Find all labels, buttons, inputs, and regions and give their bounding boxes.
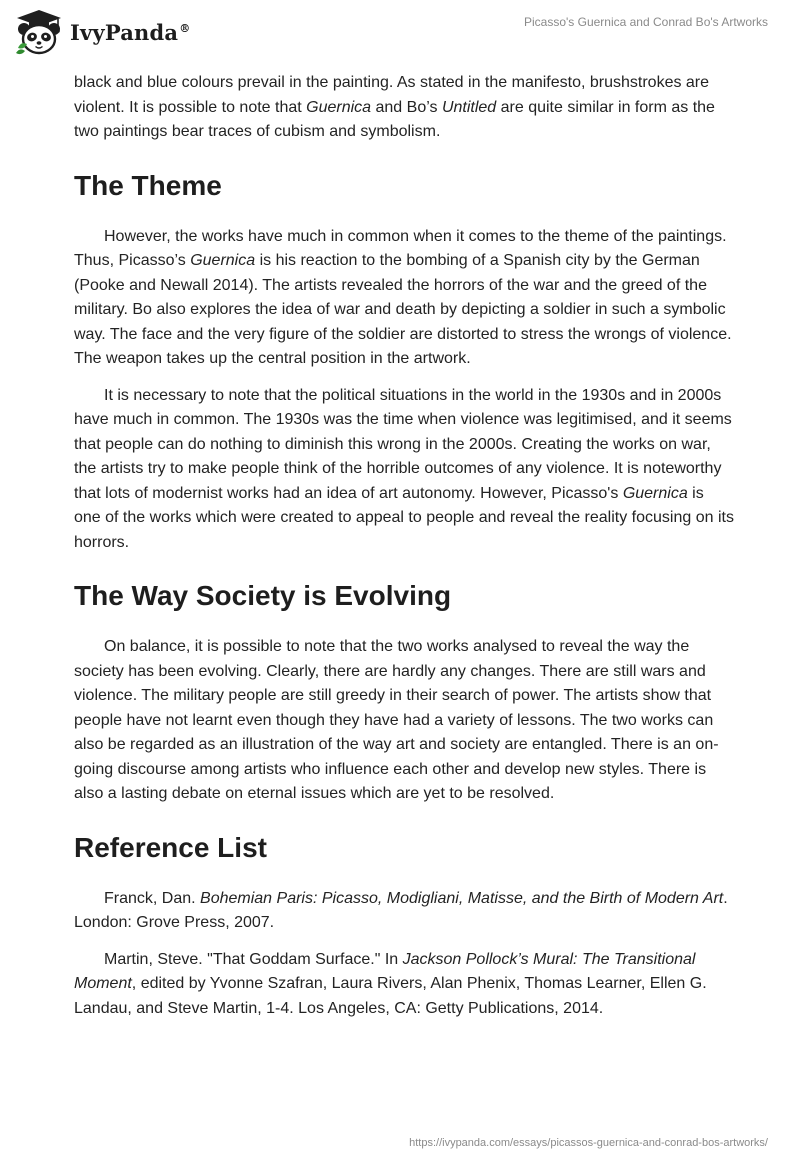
registered-mark: ® xyxy=(179,21,191,35)
document-title: Picasso's Guernica and Conrad Bo's Artworks xyxy=(523,15,768,29)
reference-martin: Martin, Steve. "That Goddam Surface." In Jackson Pollock’s Mural: The Transitional Moment, edited by Yvonne Szafran, Laura Rivers, Alan Phenix, Thomas Learner, Ellen G. Landau, and Steve Martin, 1-4. Los Angeles, CA: Getty Publications, 2014. xyxy=(74,950,707,1017)
brand-name: IvyPanda® xyxy=(70,19,191,45)
paragraph-theme-2: It is necessary to note that the political situations in the world in the 1930s and in 2000s have much in common. The 1930s was the time when violence was legitimised, and it seems that people can do nothing to diminish this wrong in the 2000s. Creating the works on war, the artists try to make people think of the horrible outcomes of any violence. It is noteworthy that lots of modernist works had an idea of art autonomy. However, Picasso's Guernica is one of the works which were created to appeal to people and reveal the reality focusing on its horrors. xyxy=(74,386,734,551)
essay-content xyxy=(74,71,734,1021)
paragraph-society: On balance, it is possible to note that the two works analysed to reveal the way the society has been evolving. Clearly, there are hardly any changes. There are still wars and violence. The military people are still greedy in their search of power. The artists show that people have not learnt even though they have had a variety of lessons. The two works can also be regarded as an illustration of the way art and society are entangled. There is an on-going discourse among artists who influence each other and develop new styles. There is also a lasting debate on eternal issues which are yet to be resolved. xyxy=(74,638,719,802)
paragraph-intro: black and blue colours prevail in the painting. As stated in the manifesto, brushstrokes are violent. It is possible to note that Guernica and Bo’s Untitled are quite similar in form as the two paintings bear traces of cubism and symbolism. xyxy=(74,74,715,140)
ivypanda-logo-link[interactable] xyxy=(14,8,190,56)
heading-the-theme: The Theme xyxy=(74,169,222,201)
reference-franck: Franck, Dan. Bohemian Paris: Picasso, Modigliani, Matisse, and the Birth of Modern Art. London: Grove Press, 2007. xyxy=(74,889,728,931)
page-header xyxy=(0,0,800,70)
source-url-link[interactable]: https://ivypanda.com/essays/picassos-guernica-and-conrad-bos-artworks/ xyxy=(409,1137,768,1149)
panda-graduate-icon xyxy=(14,8,64,56)
paragraph-theme-1: However, the works have much in common when it comes to the theme of the paintings. Thus, Picasso’s Guernica is his reaction to the bombing of a Spanish city by the German (Pooke and Newall 2014). The artists revealed the horrors of the war and the greed of the military. Bo also explores the idea of war and death by depicting a soldier in such a symbolic way. The face and the very figure of the soldier are distorted to stress the wrongs of violence. The weapon takes up the central position in the artwork. xyxy=(74,227,732,367)
heading-reference-list: Reference List xyxy=(74,831,267,863)
heading-society-evolving: The Way Society is Evolving xyxy=(74,580,452,611)
